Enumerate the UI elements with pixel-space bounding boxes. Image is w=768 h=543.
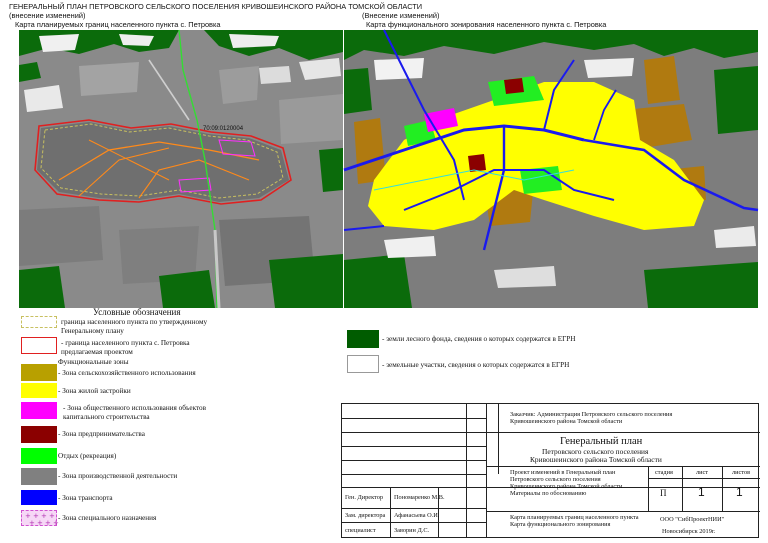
stamp-project-4: Материалы по обоснованию xyxy=(510,490,587,497)
legend-swatch-proposed-boundary xyxy=(21,337,57,354)
legend-label-forest: - земли лесного фонда, сведения о которых содержатся в ЕГРН xyxy=(382,335,576,343)
legend-label-recreation: Отдых (рекреация) xyxy=(58,452,117,460)
legend-label-residential: - Зона жилой застройки xyxy=(58,387,131,395)
stamp-main-title: Генеральный план xyxy=(560,436,643,447)
stamp-name-3: Заворин Д.С. xyxy=(394,527,430,534)
page-title: ГЕНЕРАЛЬНЫЙ ПЛАН ПЕТРОВСКОГО СЕЛЬСКОГО ПОСЕЛЕНИЯ КРИВОШЕИНСКОГО РАЙОНА ТОМСКОЙ ОБЛАСТИ xyxy=(9,2,423,11)
cadastral-label: 70:09:0120004 xyxy=(203,126,244,132)
legend-label-approved-boundary: граница населенного пункта по утвержденному Генеральному плану xyxy=(61,318,208,335)
stamp-name-2: Афанасьева О.И. xyxy=(394,512,440,519)
stamp-sheet-value: 1 xyxy=(698,485,705,499)
legend-label-special: - Зона специального назначения xyxy=(58,514,157,522)
stamp-stage-value: П xyxy=(660,488,667,498)
svg-text:+: + xyxy=(41,512,47,520)
legend-swatch-forest xyxy=(347,330,379,348)
stamp-city-year: Новосибирск 2019г. xyxy=(662,528,716,535)
legend-title: Условные обозначения xyxy=(93,307,181,317)
legend-swatch-industrial xyxy=(21,468,57,485)
legend-swatch-agricultural xyxy=(21,364,57,381)
legend-swatch-transport xyxy=(21,490,57,505)
legend-swatch-parcels xyxy=(347,355,379,373)
stamp-project-1: Проект изменений в Генеральный план xyxy=(510,469,616,476)
left-map-boundaries[interactable] xyxy=(19,30,343,308)
stamp-maps-2: Карта функционального зонирования xyxy=(510,521,611,528)
stamp-sheets-value: 1 xyxy=(736,485,743,499)
svg-text:+: + xyxy=(25,512,31,520)
legend-label-enterprise: - Зона предпринимательства xyxy=(58,430,145,438)
legend-swatch-public xyxy=(21,402,57,419)
legend-zones-header: Функциональные зоны xyxy=(58,358,129,366)
stamp-maps-1: Карта планируемых границ населенного пункта xyxy=(510,514,639,521)
legend-swatch-special xyxy=(21,510,57,526)
stamp-stage-label: стадия xyxy=(655,469,673,476)
legend-label-public: - Зона общественного использования объектов капитального строительства xyxy=(63,404,207,421)
right-map-zoning[interactable] xyxy=(344,30,758,308)
svg-text:+: + xyxy=(37,519,43,527)
stamp-role-1: Ген. Директор xyxy=(345,494,384,501)
title-block xyxy=(341,403,759,538)
svg-text:+: + xyxy=(53,519,59,527)
legend-swatch-enterprise xyxy=(21,426,57,443)
legend-label-parcels: - земельные участки, сведения о которых содержатся в ЕГРН xyxy=(382,361,570,369)
left-map-title: Карта планируемых границ населенного пункта с. Петровка xyxy=(15,20,221,29)
stamp-subtitle-2: Кривошеинского района Томской области xyxy=(530,455,662,464)
svg-text:+: + xyxy=(45,519,51,527)
legend-label-agricultural: - Зона сельскохозяйственного использования xyxy=(58,369,196,377)
stamp-project-2: Петровского сельского поселения xyxy=(510,476,601,483)
left-subtitle: (внесение изменений) xyxy=(9,11,86,20)
stamp-project-3: Кривошеинского района Томской области xyxy=(510,483,623,490)
svg-text:+: + xyxy=(33,512,39,520)
legend-swatch-approved-boundary xyxy=(21,316,57,328)
legend-swatch-recreation xyxy=(21,448,57,464)
stamp-name-1: Пономаренко М.В. xyxy=(394,494,445,501)
legend-label-transport: - Зона транспорта xyxy=(58,494,113,502)
svg-text:+: + xyxy=(29,519,35,527)
legend-label-proposed-boundary: - граница населенного пункта с. Петровка предлагаемая проектом xyxy=(61,339,190,356)
stamp-role-3: специалист xyxy=(345,527,376,534)
stamp-subtitle-1: Петровского сельского поселения xyxy=(542,447,649,456)
stamp-role-2: Зам. директора xyxy=(345,512,386,519)
legend-swatch-residential xyxy=(21,383,57,398)
right-map-title: Карта функционального зонирования населенного пункта с. Петровка xyxy=(366,20,607,29)
stamp-company: ООО "СибПроектНИИ" xyxy=(660,516,725,523)
right-subtitle: (Внесение изменений) xyxy=(362,11,440,20)
stamp-sheet-label: лист xyxy=(696,469,709,476)
svg-text:+: + xyxy=(49,512,55,520)
legend-label-industrial: - Зона производственной деятельности xyxy=(58,472,178,480)
stamp-sheets-label: листов xyxy=(732,469,751,476)
stamp-customer: Заказчик: Администрация Петровского сельского поселения Кривошеинского района Томской области xyxy=(510,411,673,426)
